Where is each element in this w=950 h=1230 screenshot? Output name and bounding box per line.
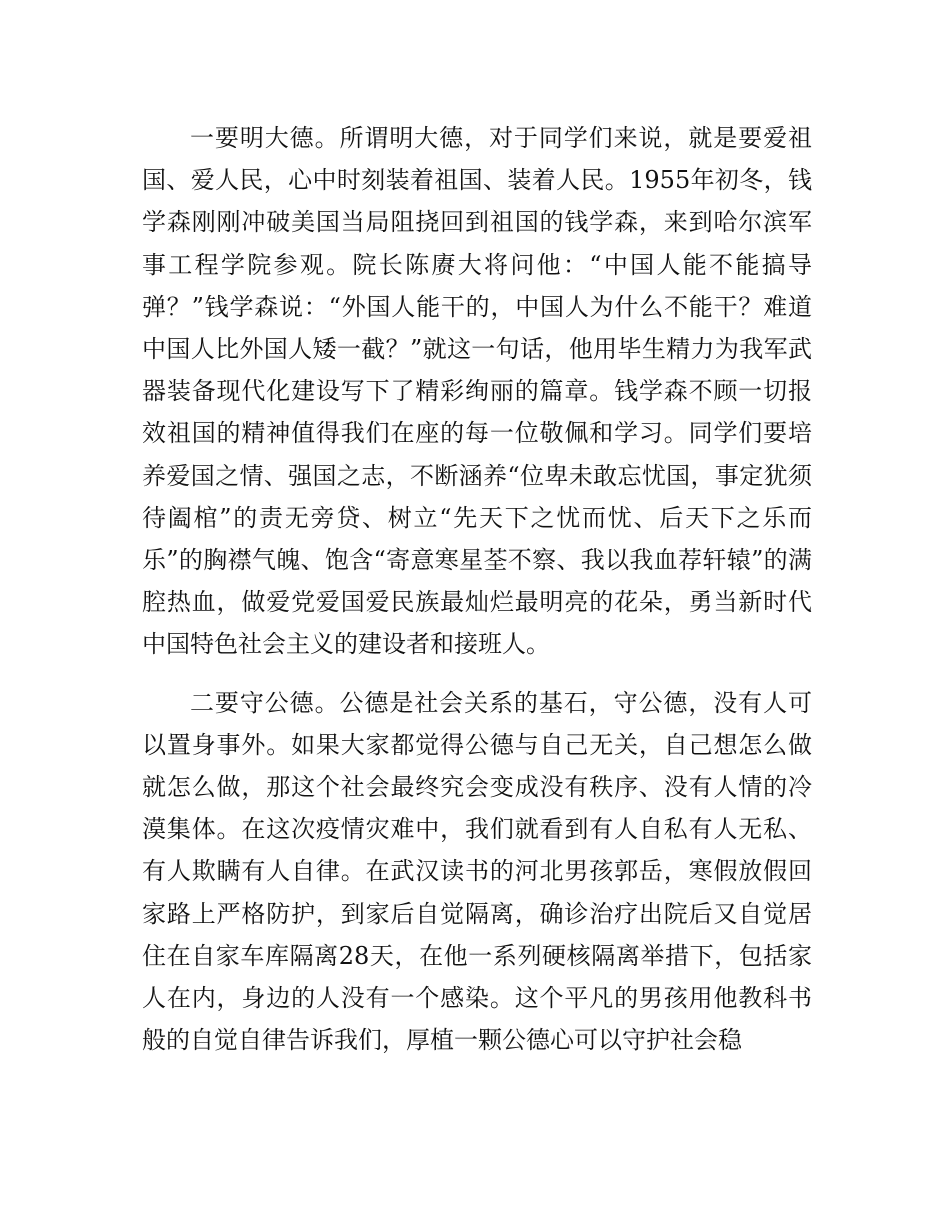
paragraph-ming-da-de: 一要明大德。所谓明大德，对于同学们来说，就是要爱祖国、爱人民，心中时刻装着祖国、装着人民。1955年初冬，钱学森刚刚冲破美国当局阻挠回到祖国的钱学森，来到哈尔滨军事工程学院参观。院长陈赓大将问他：“中国人能不能搞导弹？”钱学森说：“外国人能干的，中国人为什么不能干？难道中国人比外国人矮一截？”就这一句话，他用毕生精力为我军武器装备现代化建设写下了精彩绚丽的篇章。钱学森不顾一切报效祖国的精神值得我们在座的每一位敬佩和学习。同学们要培养爱国之情、强国之志，不断涵养“位卑未敢忘忧国，事定犹须待阖棺”的责无旁贷、树立“先天下之忧而忧、后天下之乐而乐”的胸襟气魄、饱含“寄意寒星荃不察、我以我血荐轩辕”的满腔热血，做爱党爱国爱民族最灿烂最明亮的花朵，勇当新时代中国特色社会主义的建设者和接班人。	[142, 124, 812, 659]
document-body	[142, 117, 812, 1061]
paragraph-shou-gong-de: 二要守公德。公德是社会关系的基石，守公德，没有人可以置身事外。如果大家都觉得公德与自己无关，自己想怎么做就怎么做，那这个社会最终究会变成没有秩序、没有人情的冷漠集体。在这次疫情灾难中，我们就看到有人自私有人无私、有人欺瞒有人自律。在武汉读书的河北男孩郭岳，寒假放假回家路上严格防护，到家后自觉隔离，确诊治疗出院后又自觉居住在自家车库隔离28天，在他一系列硬核隔离举措下，包括家人在内，身边的人没有一个感染。这个平凡的男孩用他教科书般的自觉自律告诉我们，厚植一颗公德心可以守护社会稳	[142, 688, 812, 1055]
